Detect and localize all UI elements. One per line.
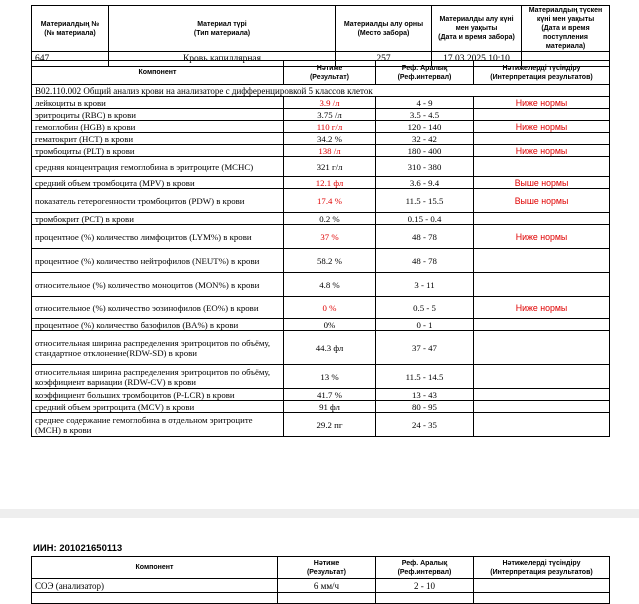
collection-datetime: 17.03.2025 10:10 [432,52,522,67]
material-number-header: Материалдың № (№ материала) [32,6,109,52]
table-row [32,331,610,365]
test-result: 34.2 % [284,133,376,145]
collection-datetime-header: Материалды алу күні мен уақыты (Дата и время забора) [432,6,522,52]
test-result: 0% [284,319,376,331]
test-result: 41.7 % [284,389,376,401]
test-name: относительное (%) количество эозинофилов (EO%) в крови [32,297,284,319]
test-name: процентное (%) количество базофилов (BA%) в крови [32,319,284,331]
material-info-table [31,5,610,67]
test-reference: 180 - 400 [376,145,474,157]
received-datetime-header: Материалдың түскен күні мен уақыты (Дата и время поступления материала) [522,6,610,52]
test-name: эритроциты (RBC) в крови [32,109,284,121]
test-result: 29.2 пг [284,413,376,437]
test-reference: 4 - 9 [376,97,474,109]
test-result: 110 г/л [284,121,376,133]
table-row [32,273,610,297]
table-row [32,249,610,273]
test-result: 13 % [284,365,376,389]
test-reference: 13 - 43 [376,389,474,401]
material-number: 647 [32,52,109,67]
test-result: 12.1 фл [284,177,376,189]
empty-cell [278,593,376,604]
test-result: 4.8 % [284,273,376,297]
empty-cell [32,593,278,604]
test-interpretation: Выше нормы [474,189,610,213]
test-name: лейкоциты в крови [32,97,284,109]
material-type-header: Материал түрі (Тип материала) [109,6,336,52]
table-row [32,213,610,225]
table-row [32,413,610,437]
test-interpretation [474,133,610,145]
patient-iin: ИИН: 201021650113 [33,543,123,554]
test-name: гемоглобин (HGB) в крови [32,121,284,133]
table-row [32,145,610,157]
test-reference: 48 - 78 [376,225,474,249]
test-reference: 3 - 11 [376,273,474,297]
test-interpretation [474,413,610,437]
table-row [32,157,610,177]
section-title-row [32,85,610,97]
ref-header: Реф. Аралық (Реф.интервал) [376,61,474,85]
section-title: B02.110.002 Общий анализ крови на анализаторе с дифференцировкой 5 классов клеток [32,85,610,97]
test-reference: 3.5 - 4.5 [376,109,474,121]
table-row [32,109,610,121]
test-result: 6 мм/ч [278,579,376,593]
test-reference: 80 - 95 [376,401,474,413]
table-row [32,97,610,109]
test-reference: 0.5 - 5 [376,297,474,319]
table-row [32,579,610,593]
test-reference: 0.15 - 0.4 [376,213,474,225]
test-reference: 11.5 - 14.5 [376,365,474,389]
test-interpretation: Ниже нормы [474,97,610,109]
test-name: среднее содержание гемоглобина в отдельном эритроците (MCH) в крови [32,413,284,437]
component-header: Компонент [32,61,284,85]
results-header-row [32,61,610,85]
test-interpretation: Выше нормы [474,177,610,189]
test-name: относительная ширина распределения эритроцитов по объёму, коэффициент вариации (RDW-CV) в крови [32,365,284,389]
test-interpretation: Ниже нормы [474,225,610,249]
table-row [32,189,610,213]
table-row [32,319,610,331]
test-result: 3.75 /л [284,109,376,121]
test-name: процентное (%) количество лимфоцитов (LYM%) в крови [32,225,284,249]
table-row [32,365,610,389]
test-name: показатель гетерогенности тромбоцитов (PDW) в крови [32,189,284,213]
table-row [32,177,610,189]
test-interpretation [474,273,610,297]
test-interpretation: Ниже нормы [474,145,610,157]
test-interpretation: Ниже нормы [474,297,610,319]
test-name: тромбоциты (PLT) в крови [32,145,284,157]
test-reference: 24 - 35 [376,413,474,437]
test-interpretation [474,213,610,225]
empty-cell [474,593,610,604]
test-name: СОЭ (анализатор) [32,579,278,593]
test-interpretation [474,331,610,365]
test-interpretation [474,365,610,389]
interpretation-header: Нәтижелерді түсіндіру (Интерпретация результатов) [474,61,610,85]
test-reference: 11.5 - 15.5 [376,189,474,213]
test-name: относительная ширина распределения эритроцитов по объёму, стандартное отклонение(RDW-SD) в крови [32,331,284,365]
test-interpretation [474,401,610,413]
collection-place: 257 [336,52,432,67]
test-result: 17.4 % [284,189,376,213]
test-interpretation: Ниже нормы [474,121,610,133]
test-result: 3.9 /л [284,97,376,109]
component-header: Компонент [32,557,278,579]
table-row [32,225,610,249]
table-row [32,401,610,413]
test-reference: 48 - 78 [376,249,474,273]
test-name: процентное (%) количество нейтрофилов (NEUT%) в крови [32,249,284,273]
test-result: 321 г/л [284,157,376,177]
test-result: 37 % [284,225,376,249]
table-row [32,121,610,133]
test-reference: 3.6 - 9.4 [376,177,474,189]
material-header-row [32,6,610,52]
table-row [32,297,610,319]
test-result: 138 /л [284,145,376,157]
interpretation-header: Нәтижелерді түсіндіру (Интерпретация результатов) [474,557,610,579]
test-name: коэффициент больших тромбоцитов (P-LCR) в крови [32,389,284,401]
result-header: Нәтиже (Результат) [278,557,376,579]
test-reference: 0 - 1 [376,319,474,331]
test-interpretation [474,249,610,273]
ref-header: Реф. Аралық (Реф.интервал) [376,557,474,579]
test-interpretation [474,389,610,401]
page-divider [0,509,639,518]
test-name: относительное (%) количество моноцитов (MON%) в крови [32,273,284,297]
result-header: Нәтиже (Результат) [284,61,376,85]
cbc-results-table [31,60,610,437]
test-interpretation [474,157,610,177]
test-name: средний объем тромбоцита (MPV) в крови [32,177,284,189]
test-name: гематокрит (HCT) в крови [32,133,284,145]
test-name: средний объем эритроцита (MCV) в крови [32,401,284,413]
test-name: тромбокрит (PCT) в крови [32,213,284,225]
test-reference: 32 - 42 [376,133,474,145]
table-row [32,389,610,401]
test-reference: 310 - 380 [376,157,474,177]
test-result: 0 % [284,297,376,319]
test-name: средняя концентрация гемоглобина в эритроците (MCHC) [32,157,284,177]
test-result: 58.2 % [284,249,376,273]
test-reference: 2 - 10 [376,579,474,593]
empty-row [32,593,610,604]
test-interpretation [474,319,610,331]
test-interpretation [474,579,610,593]
test-reference: 120 - 140 [376,121,474,133]
collection-place-header: Материалды алу орны (Место забора) [336,6,432,52]
esr-results-table [31,556,610,604]
table-row [32,133,610,145]
empty-cell [376,593,474,604]
material-type: Кровь капиллярная [109,52,336,67]
test-reference: 37 - 47 [376,331,474,365]
test-result: 91 фл [284,401,376,413]
test-result: 44.3 фл [284,331,376,365]
test-result: 0.2 % [284,213,376,225]
test-interpretation [474,109,610,121]
esr-header-row [32,557,610,579]
